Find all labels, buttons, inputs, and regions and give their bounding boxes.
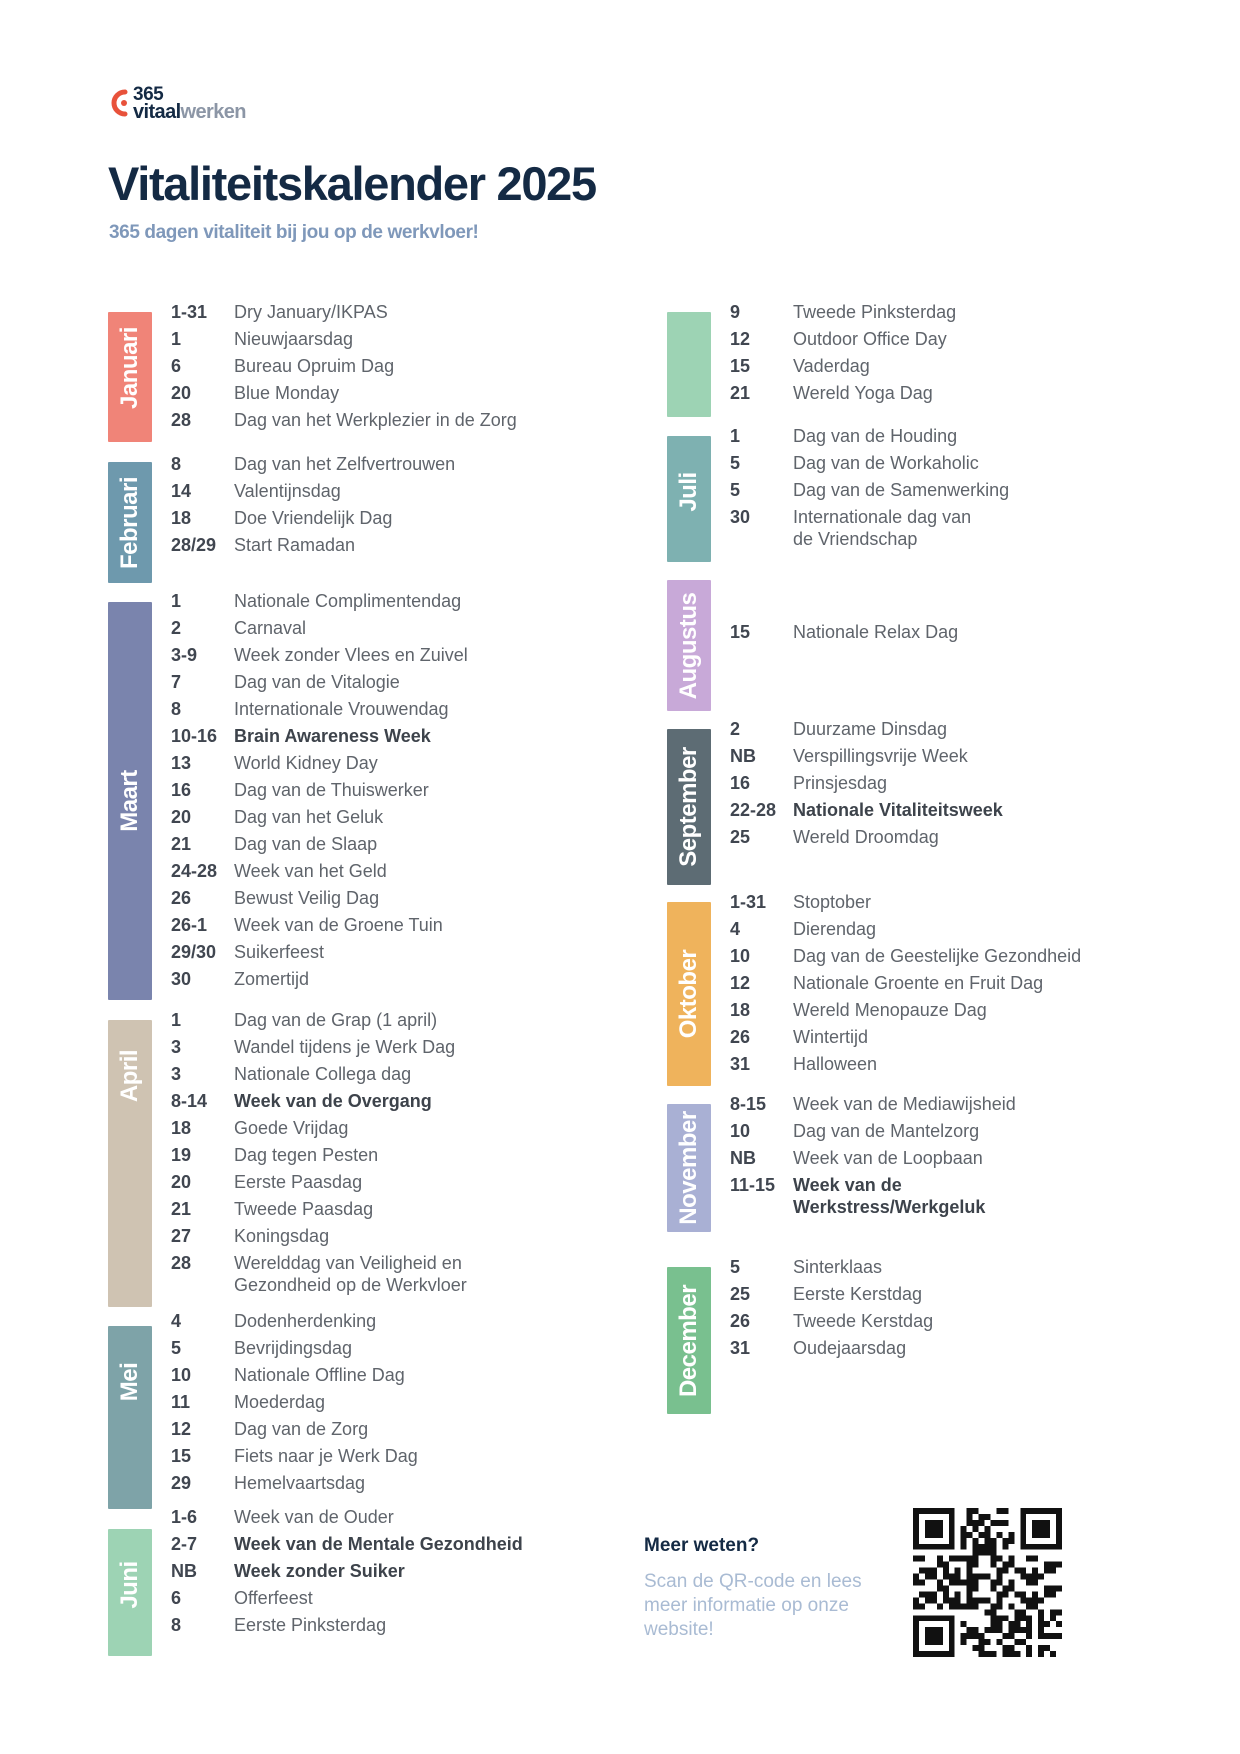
event-name: Week van de Mentale Gezondheid [234, 1534, 523, 1554]
event-name: Nationale Vitaliteitsweek [793, 800, 1003, 820]
event-date: 20 [171, 807, 192, 827]
event-date: 25 [730, 827, 751, 847]
event-date: 15 [730, 356, 751, 376]
event-date: 29/30 [171, 942, 217, 962]
event-name: Nationale Groente en Fruit Dag [793, 973, 1044, 993]
event-date: 15 [730, 622, 751, 642]
month-block [108, 1311, 538, 1509]
event-date: 30 [730, 507, 751, 527]
event-name: Offerfeest [234, 1588, 313, 1608]
event-date: 3-9 [171, 645, 198, 665]
event-date: 5 [730, 453, 741, 473]
month-name: April [116, 1049, 143, 1103]
month-color-bar [108, 462, 152, 583]
event-name: Werelddag van Veiligheid en Gezondheid op de Werkvloer [234, 1253, 467, 1295]
event-date: NB [730, 1148, 756, 1168]
event-date: 10-16 [171, 726, 218, 746]
event-name: Internationale Vrouwendag [234, 699, 449, 719]
event-date: 28 [171, 1253, 192, 1273]
event-name: Oudejaarsdag [793, 1338, 907, 1358]
month-color-bar [667, 729, 711, 885]
month-name: Juli [675, 472, 702, 512]
event-name: Suikerfeest [234, 942, 325, 962]
month-color-bar [667, 1104, 711, 1232]
event-date: 1-31 [171, 302, 208, 322]
event-name: Week van de Ouder [234, 1507, 394, 1527]
event-name: Brain Awareness Week [234, 726, 431, 746]
event-name: Zomertijd [234, 969, 310, 989]
event-date: 9 [730, 302, 741, 322]
event-date: 30 [171, 969, 192, 989]
event-date: 8-14 [171, 1091, 208, 1111]
event-date: 5 [730, 480, 741, 500]
month-block [667, 426, 1097, 562]
event-date: 18 [730, 1000, 751, 1020]
event-name: Nieuwjaarsdag [234, 329, 354, 349]
event-name: Hemelvaartsdag [234, 1473, 366, 1493]
more-info-text: Scan de QR-code en lees meer informatie op onze website! [644, 1571, 862, 1640]
event-name: Nationale Collega dag [234, 1064, 412, 1084]
event-name: Dag van de Thuiswerker [234, 780, 429, 800]
month-name: Juni [116, 1561, 143, 1609]
event-name: Dag van het Zelfvertrouwen [234, 454, 456, 474]
event-name: Blue Monday [234, 383, 340, 403]
event-name: Bureau Opruim Dag [234, 356, 395, 376]
event-name: Nationale Complimentendag [234, 591, 462, 611]
more-info-title: Meer weten? [644, 1535, 760, 1556]
event-name: Start Ramadan [234, 535, 356, 555]
logo-number: 365 [133, 84, 164, 105]
event-name: Dag van het Geluk [234, 807, 384, 827]
event-name: Tweede Kerstdag [793, 1311, 934, 1331]
event-date: 18 [171, 1118, 192, 1138]
month-color-bar [667, 1267, 711, 1414]
logo-wordmark: vitaalwerken [133, 101, 246, 123]
event-date: 3 [171, 1037, 182, 1057]
event-name: Week zonder Vlees en Zuivel [234, 645, 468, 665]
event-name: Nationale Offline Dag [234, 1365, 405, 1385]
month-block [667, 302, 1097, 417]
event-date: 1 [171, 329, 182, 349]
event-name: Wereld Droomdag [793, 827, 939, 847]
event-date: 14 [171, 481, 192, 501]
event-date: 2 [171, 618, 182, 638]
event-date: 13 [171, 753, 192, 773]
month-block [667, 1094, 1097, 1232]
event-date: 28 [171, 410, 192, 430]
month-color-bar [108, 1326, 152, 1509]
event-date: 26 [171, 888, 192, 908]
page-title: Vitaliteitskalender 2025 [108, 157, 596, 210]
event-date: 28/29 [171, 535, 217, 555]
event-date: NB [730, 746, 756, 766]
event-date: 21 [730, 383, 751, 403]
event-date: 21 [171, 834, 192, 854]
event-name: Week zonder Suiker [234, 1561, 405, 1581]
event-date: 19 [171, 1145, 192, 1165]
month-name: Mei [116, 1362, 143, 1402]
event-date: 22-28 [730, 800, 777, 820]
event-date: 26 [730, 1027, 751, 1047]
event-name: Dag van de Grap (1 april) [234, 1010, 438, 1030]
event-date: 20 [171, 383, 192, 403]
event-date: 7 [171, 672, 182, 692]
month-color-bar [667, 902, 711, 1086]
event-name: Bewust Veilig Dag [234, 888, 380, 908]
event-date: 24-28 [171, 861, 218, 881]
event-date: 8 [171, 454, 182, 474]
event-name: Dag van de Mantelzorg [793, 1121, 980, 1141]
event-date: 26-1 [171, 915, 208, 935]
month-block [667, 892, 1097, 1086]
event-name: Prinsjesdag [793, 773, 888, 793]
event-name: Tweede Pinksterdag [793, 302, 957, 322]
event-date: 3 [171, 1064, 182, 1084]
event-name: Halloween [793, 1054, 878, 1074]
page-subtitle: 365 dagen vitaliteit bij jou op de werkvloer! [109, 222, 479, 243]
event-date: 8-15 [730, 1094, 767, 1114]
event-date: 31 [730, 1338, 751, 1358]
event-date: 25 [730, 1284, 751, 1304]
event-name: Dag tegen Pesten [234, 1145, 379, 1165]
month-block [108, 302, 538, 442]
month-color-bar [108, 1020, 152, 1307]
event-name: World Kidney Day [234, 753, 378, 773]
event-name: Dag van de Zorg [234, 1419, 369, 1439]
brand-logo [108, 84, 288, 124]
event-date: 15 [171, 1446, 192, 1466]
month-color-bar [108, 1529, 152, 1656]
event-date: 21 [171, 1199, 192, 1219]
event-date: 10 [730, 1121, 751, 1141]
event-name: Week van de Overgang [234, 1091, 432, 1111]
event-date: 1 [171, 591, 182, 611]
month-color-bar [667, 580, 711, 711]
event-date: 31 [730, 1054, 751, 1074]
month-block [108, 1010, 538, 1307]
event-date: 11-15 [730, 1175, 776, 1195]
event-name: Internationale dag van de Vriendschap [793, 507, 972, 549]
event-name: Dry January/IKPAS [234, 302, 388, 322]
event-date: 27 [171, 1226, 192, 1246]
event-date: 5 [171, 1338, 182, 1358]
c-logo-icon [108, 88, 130, 118]
event-date: 10 [171, 1365, 192, 1385]
month-name: Februari [116, 476, 143, 569]
month-color-bar [108, 312, 152, 442]
event-date: 29 [171, 1473, 192, 1493]
month-name: Januari [116, 327, 143, 409]
month-name: November [675, 1111, 702, 1225]
event-name: Doe Vriendelijk Dag [234, 508, 393, 528]
event-name: Week van de Werkstress/Werkgeluk [793, 1175, 986, 1217]
event-name: Wereld Yoga Dag [793, 383, 933, 403]
month-block [108, 1507, 538, 1656]
event-name: Dag van de Houding [793, 426, 958, 446]
month-block [667, 580, 1097, 711]
event-date: 16 [730, 773, 751, 793]
event-date: NB [171, 1561, 197, 1581]
event-name: Dodenherdenking [234, 1311, 377, 1331]
event-date: 20 [171, 1172, 192, 1192]
event-name: Stoptober [793, 892, 872, 912]
month-name: Oktober [675, 949, 702, 1039]
event-name: Goede Vrijdag [234, 1118, 349, 1138]
event-name: Dag van de Geestelijke Gezondheid [793, 946, 1082, 966]
event-date: 16 [171, 780, 192, 800]
event-name: Sinterklaas [793, 1257, 883, 1277]
event-date: 4 [730, 919, 741, 939]
event-name: Outdoor Office Day [793, 329, 947, 349]
event-name: Nationale Relax Dag [793, 622, 959, 642]
month-color-bar [667, 312, 711, 417]
event-name: Koningsdag [234, 1226, 330, 1246]
month-block [108, 454, 538, 583]
event-name: Carnaval [234, 618, 307, 638]
event-name: Week van de Groene Tuin [234, 915, 443, 935]
event-date: 2 [730, 719, 741, 739]
event-name: Vaderdag [793, 356, 870, 376]
event-date: 1 [171, 1010, 182, 1030]
event-date: 8 [171, 699, 182, 719]
event-name: Eerste Paasdag [234, 1172, 363, 1192]
event-date: 6 [171, 356, 182, 376]
event-name: Dag van het Werkplezier in de Zorg [234, 410, 517, 430]
event-name: Tweede Paasdag [234, 1199, 374, 1219]
qr-code-icon[interactable] [913, 1508, 1062, 1657]
month-block [667, 1257, 1097, 1414]
event-date: 5 [730, 1257, 741, 1277]
month-color-bar [667, 436, 711, 562]
event-date: 6 [171, 1588, 182, 1608]
event-date: 8 [171, 1615, 182, 1635]
event-name: Week van de Loopbaan [793, 1148, 983, 1168]
event-date: 4 [171, 1311, 182, 1331]
event-name: Eerste Pinksterdag [234, 1615, 387, 1635]
month-color-bar [108, 602, 152, 1000]
event-date: 10 [730, 946, 751, 966]
event-date: 2-7 [171, 1534, 198, 1554]
event-name: Duurzame Dinsdag [793, 719, 948, 739]
event-name: Eerste Kerstdag [793, 1284, 923, 1304]
event-name: Dag van de Samenwerking [793, 480, 1010, 500]
event-name: Week van de Mediawijsheid [793, 1094, 1016, 1114]
month-name: December [675, 1284, 702, 1397]
event-date: 12 [171, 1419, 192, 1439]
event-name: Dag van de Workaholic [793, 453, 979, 473]
event-date: 12 [730, 329, 751, 349]
event-date: 11 [171, 1392, 191, 1412]
month-name: Maart [116, 770, 143, 832]
event-name: Verspillingsvrije Week [793, 746, 968, 766]
event-name: Valentijnsdag [234, 481, 341, 501]
event-name: Wintertijd [793, 1027, 869, 1047]
month-block [108, 591, 538, 1000]
month-name: Augustus [675, 592, 702, 699]
event-name: Week van het Geld [234, 861, 387, 881]
event-date: 26 [730, 1311, 751, 1331]
event-date: 18 [171, 508, 192, 528]
event-date: 1-31 [730, 892, 767, 912]
event-date: 12 [730, 973, 751, 993]
month-block [667, 719, 1097, 885]
event-name: Bevrijdingsdag [234, 1338, 353, 1358]
event-name: Fiets naar je Werk Dag [234, 1446, 418, 1466]
event-date: 1-6 [171, 1507, 198, 1527]
event-date: 1 [730, 426, 741, 446]
month-name: September [675, 747, 702, 867]
event-name: Dag van de Vitalogie [234, 672, 400, 692]
event-name: Dierendag [793, 919, 877, 939]
event-name: Dag van de Slaap [234, 834, 378, 854]
event-name: Wandel tijdens je Werk Dag [234, 1037, 456, 1057]
event-name: Wereld Menopauze Dag [793, 1000, 987, 1020]
event-name: Moederdag [234, 1392, 326, 1412]
